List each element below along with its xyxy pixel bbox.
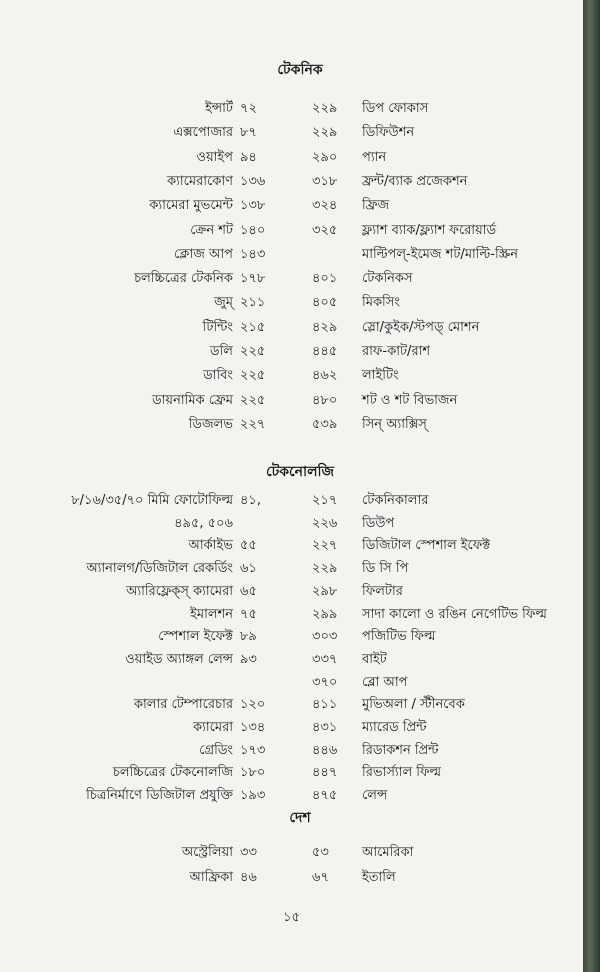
page-reference: ৬৫ [240,583,257,599]
page-reference: ৪৪৬ [312,742,338,758]
page-reference: ১৩৬ [240,173,266,189]
index-row [0,558,583,580]
index-term: মুভিঅলা / স্টীনবেক [362,697,465,713]
index-row [0,268,583,290]
index-term: ডিউপ [362,515,395,531]
index-row [0,740,583,762]
index-row [0,244,583,266]
index-term: ডি সি পি [362,561,409,577]
index-term: ফ্রিজ [362,198,390,214]
index-term: ফ্রন্ট/ব্যাক প্রজেকশন [362,173,468,189]
index-term: স্লো/কুইক/স্টপড্ মোশন [362,319,480,335]
page-reference: ১৩৮ [240,198,266,214]
index-term: ক্লোজ আপ [174,246,233,262]
index-term: অ্যানালগ/ডিজিটাল রেকর্ডিং [86,561,233,577]
page-reference: ২১১ [240,295,266,311]
page-reference: ২২৭ [240,416,266,432]
page-reference: ৭২ [240,101,257,116]
index-term: সিন্ অ্যাক্সিস্ [362,416,427,432]
index-term: ডলি [210,344,233,359]
index-row [0,317,583,339]
index-term: শট ও শট বিভাজন [362,392,458,408]
index-term: ক্যামেরা [193,720,233,735]
index-term: ইমালশন [190,606,233,622]
page-reference: ৪২৯ [312,319,338,335]
index-term: টেকনিকস [362,271,413,287]
index-term: আমেরিকা [362,845,414,860]
page-reference: ২২৯ [312,125,338,141]
page-reference: ২২৫ [240,392,266,408]
index-row [0,604,583,626]
index-term: রাফ-কাট/রাশ [362,344,431,359]
index-term: ফ্ল্যাশ ব্যাক/ফ্ল্যাশ ফরোয়ার্ড [362,222,497,238]
page-reference: ৪০৫ [312,295,338,311]
page-reference: ২৯৯ [312,606,338,622]
section-heading: টেকনিক [277,62,323,78]
index-term: ব্লো আপ [362,674,408,690]
page-reference: ১৪০ [240,222,266,238]
index-term: ওয়াইড অ্যাঙ্গল লেন্স [125,651,233,667]
index-term: অ্যারিফ্লেক্স্ ক্যামেরা [126,583,233,599]
index-term: ফিলটার [362,583,403,599]
page-reference: ৪৪৫ [312,344,338,359]
index-term: চলচ্চিত্রের টেকনিক [134,271,233,287]
section-heading: দেশ [289,810,311,826]
page-number: ১৫ [283,910,300,925]
page-reference: ১৭৩ [240,742,266,758]
page-reference: ৪৭৫ [312,788,338,804]
page-reference: ২২৭ [312,538,338,554]
page-reference: ১২০ [240,697,266,713]
index-row [0,867,583,889]
index-term: ক্যামেরাকোণ [167,173,233,189]
page-reference: ৬৭ [312,870,329,885]
index-row [0,785,583,807]
page-reference: ১৩৪ [240,720,266,735]
index-term: বাইট [362,651,387,667]
page-reference: ৪৪৭ [312,765,338,781]
page-reference: ২২৬ [312,515,338,531]
index-term: ৮/১৬/৩৫/৭০ মিমি ফোটোফিল্ম [71,493,233,508]
page-reference: ৪১১ [312,697,338,713]
index-term: রিডাকশন প্রিন্ট [362,742,439,758]
page-reference: ২২৫ [240,344,266,359]
page-reference: ৪১, [240,493,262,508]
index-term: স্পেশাল ইফেক্ট [158,629,233,645]
index-term: রিভার্স্যাল ফিল্ম [362,765,442,781]
page-reference: ৩২৫ [312,222,338,238]
index-term: মাল্টিপল্-ইমেজ শট/মাল্টি-স্ক্রিন [362,246,518,262]
page-reference: ৩১৮ [312,173,338,189]
index-term: গ্রেডিং [199,742,233,758]
index-term: সাদা কালো ও রঙিন নেগেটিভ ফিল্ম [362,606,547,622]
page-reference: ২২৯ [312,101,338,116]
index-term: টেকনিকালার [362,493,429,508]
index-row [0,762,583,784]
index-term: ইতালি [362,870,396,885]
index-term: মিকসিং [362,295,400,311]
index-term: ইন্সার্ট [205,101,233,116]
index-term: ম্যারেড প্রিন্ট [362,720,427,735]
page-reference: ৯৪ [240,149,257,165]
index-term: ডিপ ফোকাস [362,101,429,116]
index-term: ক্রেন শট [190,222,233,238]
page-reference: ৪৬২ [312,368,338,384]
index-term: ডায়নামিক ফ্রেম [152,392,233,408]
index-term: ডিজলভ [188,416,233,432]
page-reference: ২১৭ [312,493,338,508]
page-reference: ৪৮০ [312,392,338,408]
page-reference: ৪০১ [312,271,338,287]
page-reference: ৩৩ [240,845,257,860]
page-reference: ৪৩১ [312,720,338,735]
index-term: ক্যামেরা মুভমেন্ট [149,198,233,214]
page-reference: ১৭৮ [240,271,266,287]
index-term: কালার টেম্পারেচার [133,697,233,713]
page-reference: ৪৬ [240,870,257,885]
page-reference: ৭৫ [240,606,257,622]
page-reference: ২১৫ [240,319,266,335]
page-reference: ১৪৩ [240,246,266,262]
index-row [0,195,583,217]
index-row [0,513,583,535]
index-row [0,390,583,412]
index-row [0,672,583,694]
index-row [0,535,583,557]
index-term: ওয়াইপ [196,149,233,165]
index-term: প্যান [362,149,387,165]
index-row [0,490,583,512]
page-reference: ২৯০ [312,149,338,165]
index-term: আর্কাইভ [188,538,233,554]
page-reference: ২২৯ [312,561,338,577]
index-row [0,292,583,314]
index-term: ডিফিউশন [362,125,415,141]
page-reference: ৩৭০ [312,674,338,690]
index-row [0,147,583,169]
index-term: লেন্স [362,788,388,804]
page-reference: ২২৫ [240,368,266,384]
index-term: চিত্রনির্মাণে ডিজিটাল প্রযুক্তি [86,788,233,804]
section-heading: টেকনোলজি [265,464,335,480]
page-reference: ২৯৮ [312,583,338,599]
index-row [0,341,583,363]
index-row [0,581,583,603]
index-term: চলচ্চিত্রের টেকনোলজি [112,765,233,781]
index-row [0,717,583,739]
page-reference: ৯৩ [240,651,257,667]
index-row [0,171,583,193]
page-reference: ৫৫ [240,538,257,554]
index-term: লাইটিং [362,368,399,384]
index-row [0,649,583,671]
page-reference: ৫৩ [312,845,329,860]
index-term: টিন্টিং [202,319,233,335]
index-term: অস্ট্রেলিয়া [181,845,233,860]
index-row [0,122,583,144]
page-reference: ৬১ [240,561,257,577]
index-row [0,220,583,242]
index-row [0,414,583,436]
index-term: এক্সপোজার [173,125,233,141]
index-term: ৪৯৫, ৫০৬ [174,515,233,531]
index-row [0,626,583,648]
page-reference: ৫৩৯ [312,416,338,432]
page-reference: ৩০৩ [312,629,338,645]
page-reference: ৮৭ [240,125,257,141]
index-row [0,694,583,716]
page-reference: ১৮০ [240,765,266,781]
index-row [0,842,583,864]
index-term: পজিটিভ ফিল্ম [362,629,436,645]
page-reference: ১৯৩ [240,788,266,804]
index-row [0,365,583,387]
index-term: ডিজিটাল স্পেশাল ইফেক্ট [362,538,491,554]
index-term: ডাবিং [203,368,233,384]
index-row [0,98,583,120]
page-reference: ৩২৪ [312,198,338,214]
page-reference: ৮৯ [240,629,257,645]
page-reference: ৩৩৭ [312,651,338,667]
index-term: আফ্রিকা [189,870,233,885]
index-term: জুম্ [214,295,233,311]
